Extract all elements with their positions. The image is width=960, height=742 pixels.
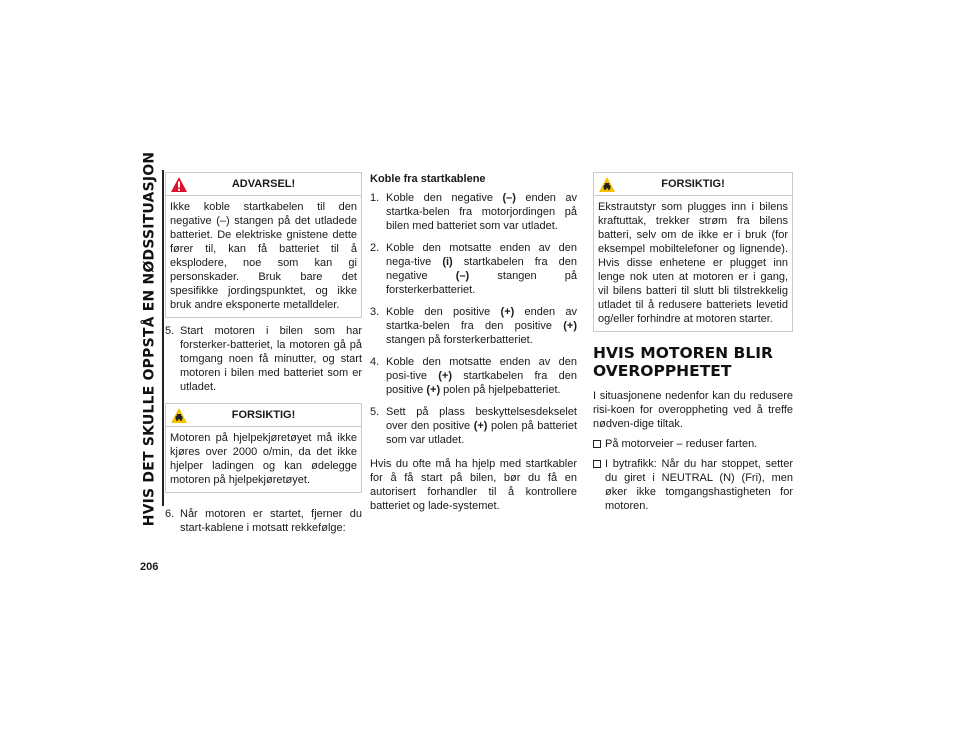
overheat-section-title [593, 344, 793, 380]
step-text: Koble den negative (–) enden av startka-belen fra motorjordingen på bilen med batteriet som var utladet. [386, 192, 577, 232]
caution-box-title: FORSIKTIG! [231, 409, 296, 421]
step-number: 5. [165, 325, 175, 337]
step-text: Når motoren er startet, fjerner du start-kablene i motsatt rekkefølge: [180, 508, 362, 534]
step-text: Sett på plass beskyttelsesdekselet over den positive (+) polen på batteriet som var utladet. [386, 406, 577, 446]
list-item [593, 437, 793, 451]
disconnect-step [370, 305, 577, 347]
list-item [593, 457, 793, 513]
caution-box [165, 403, 362, 493]
bullet-square-icon [593, 437, 605, 451]
step-number: 5. [370, 406, 380, 418]
column-middle [370, 172, 577, 513]
caution-car-icon [598, 176, 616, 193]
list-item-text: I bytrafikk: Når du har stoppet, setter du giret i NEUTRAL (N) (Fri), men øker ikke tomgangshastigheten for motoren. [605, 458, 793, 512]
column-right [593, 172, 793, 513]
step-text: Koble den motsatte enden av den nega-tive (i) startkabelen fra den negative (–) stangen på forsterkerbatteriet. [386, 242, 577, 296]
step-number: 3. [370, 306, 380, 318]
caution-box-header [166, 404, 361, 426]
section-title-line: OVEROPPHETET [593, 362, 732, 380]
chapter-divider [162, 170, 164, 506]
warning-triangle-icon [170, 176, 188, 193]
caution-car-icon [170, 407, 188, 424]
bullet-square-icon [593, 457, 605, 513]
caution-box-title: FORSIKTIG! [661, 178, 725, 190]
caution-box-body: Motoren på hjelpekjøretøyet må ikke kjøres over 2000 o/min, da det ikke hjelper ladingen og kan ødelegge motoren på hjelpekjøretøyet. [166, 426, 361, 492]
step-text: Koble den positive (+) enden av startka-belen fra den positive (+) stangen på forsterkerbatteriet. [386, 306, 578, 346]
warning-box [165, 172, 362, 318]
disconnect-heading: Koble fra startkablene [370, 173, 486, 185]
caution-box-body: Ekstrautstyr som plugges inn i bilens kraftuttak, trekker strøm fra bilens batteri, selv om de ikke er i bruk (for eksempel mobiltelefoner og lignende). Hvis disse enhetene er plugget inn lenge nok uten at motoren er i gang, vil bilens batteri til slutt bli tilstrekkelig utladet til å redusere batteriets levetid og/eller forhindre at motoren starter. [594, 195, 792, 331]
step-text: Start motoren i bilen som har forsterker-batteriet, la motoren gå på tomgang noen få minutter, og start motoren i bilen med batteriet som er utladet. [180, 325, 362, 393]
disconnect-step [370, 241, 577, 297]
section-title-line: HVIS MOTOREN BLIR [593, 344, 773, 362]
warning-box-body: Ikke koble startkabelen til den negative (–) stangen på det utladede batteriet. De elektriske gnistene dette fører til, kan få batteriet til å eksplodere, noe som kan gi personskader. Bruk bare det spesifikke jordingspunktet, og ikke bruk andre eksponerte metalldeler. [166, 195, 361, 317]
step-number: 1. [370, 192, 380, 204]
caution-box [593, 172, 793, 332]
step-item [165, 324, 362, 394]
step-number: 2. [370, 242, 380, 254]
disconnect-step [370, 191, 577, 233]
chapter-side-title [138, 151, 160, 527]
step-text: Koble den motsatte enden av den posi-tive (+) startkabelen fra den positive (+) polen på hjelpebatteriet. [386, 356, 577, 396]
battery-help-paragraph: Hvis du ofte må ha hjelp med startkabler for å få start på bilen, bør du få en autorisert forhandler til å kontrollere batteriet og lade-systemet. [370, 458, 577, 512]
chapter-side-title-text: HVIS DET SKULLE OPPSTÅ EN NØDSSITUASJON [141, 151, 158, 527]
disconnect-step [370, 405, 577, 447]
warning-box-header [166, 173, 361, 195]
step-number: 4. [370, 356, 380, 368]
warning-box-title: ADVARSEL! [231, 178, 296, 190]
step-number: 6. [165, 508, 175, 520]
list-item-text: På motorveier – reduser farten. [605, 438, 758, 450]
column-left [165, 172, 362, 535]
page-number: 206 [140, 561, 159, 573]
overheat-intro: I situasjonene nedenfor kan du redusere risi-koen for overoppheting ved å treffe nødven-dige tiltak. [593, 390, 793, 430]
step-item [165, 507, 362, 535]
disconnect-step [370, 355, 577, 397]
caution-box-header [594, 173, 792, 195]
